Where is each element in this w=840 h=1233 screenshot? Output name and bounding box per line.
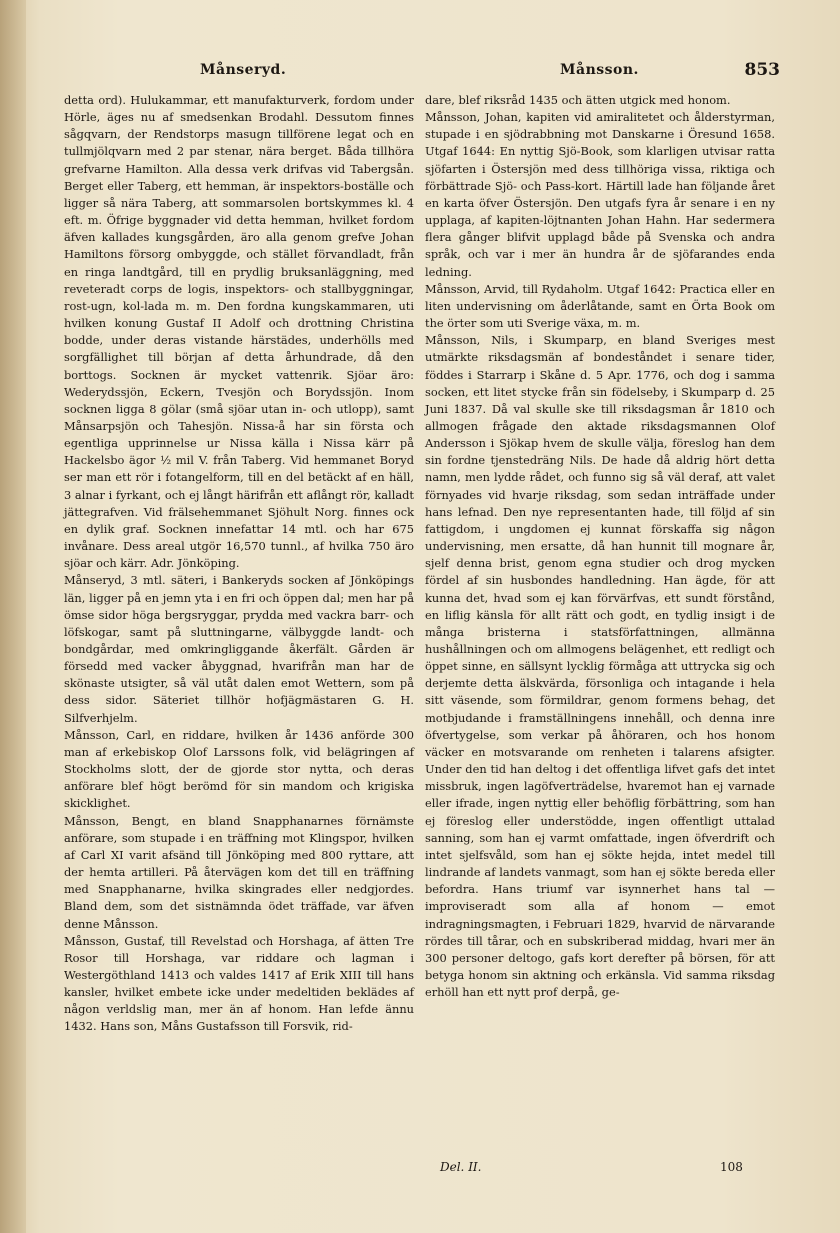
entry-manseryd: Månseryd, 3 mtl. säteri, i Bankeryds socken af Jönköpings län, ligger på en jemn yta i en fri och öppen dal; men har på ömse sidor höga bergsryggar, prydda med vackra barr- och löfskogar, samt på sluttningarne, välbyggde landt- och bondgårdar, med omkringliggande åkerfält. Gården är försedd med vacker åbyggnad, hvarifrån man har de skönaste utsigter, så väl utåt dalen emot Wettern, som på dess sidor. Säteriet tillhör hofjägmästaren G. H. Silfverhjelm. <box>64 573 414 725</box>
entry-mansson-gustaf: Månsson, Gustaf, till Revelstad och Horshaga, af ätten Tre Rosor till Horshaga, var riddare och lagman i Westergöthland 1413 och valdes 1417 af Erik XIII till hans kansler, hvilket embete icke under medeltiden beklädes af någon verldslig man, mer än af honom. Han lefde ännu 1432. Hans son, Måns Gustafsson till Forsvik, rid- <box>64 933 414 1034</box>
entry-mansson-bengt: Månsson, Bengt, en bland Snapphanarnes förnämste anförare, som stupade i en träffning mot Klingspor, hvilken af Carl XI varit afsänd till Jönköping med 800 ryttare, att der hemta artilleri. På återvägen kom det till en träffning med Snapphanarne, hvilka skingrades eller nedgjordes. Bland dem, som det sistnämnda ödet träffade, var äfven denne Månsson. <box>64 813 414 931</box>
right-column <box>425 92 775 1001</box>
running-header <box>90 60 780 86</box>
header-right-word: Månsson. <box>560 62 639 78</box>
page-footer <box>425 1160 775 1180</box>
entry-mansson-arvid: Månsson, Arvid, till Rydaholm. Utgaf 1642: Practica eller en liten undervisning om åderlåtande, samt en Örta Book om the örter som uti Sverige växa, m. m. <box>425 281 775 331</box>
volume-label: Del. II. <box>440 1160 482 1174</box>
right-paragraph-continuation: dare, blef riksråd 1435 och ätten utgick med honom. <box>425 93 731 107</box>
page-number: 853 <box>744 60 780 80</box>
header-left-word: Månseryd. <box>200 62 287 78</box>
entry-mansson-nils: Månsson, Nils, i Skumparp, en bland Sveriges mest utmärkte riksdagsmän af bondeståndet i senare tider, föddes i Starrarp i Skåne d. 5 Apr. 1776, och dog i samma socken, ett litet stycke från sin födelseby, i Skumparp d. 25 Juni 1837. Då val skulle ske till riksdagsman år 1810 och allmogen frågade den aktade riksdagsmannen Olof Andersson i Sjökap hvem de skulle välja, föreslog han dem sin fordne tjenstedräng Nils. De hade då aldrig hört detta namn, men lydde rådet, och funno sig så väl deraf, att valet förnyades vid hvarje riksdag, som sedan inträffade under hans lefnad. Den nye representanten hade, till följd af sin fattigdom, i ungdomen ej kunnat förskaffa sig någon undervisning, men ersatte, då han hunnit till mognare år, sjelf denna brist, genom egna studier och drog mycken fördel af sin husbondes handledning. Han ägde, för att kunna det, hvad som ej kan förvärfvas, ett sundt förstånd, en liflig känsla för allt rätt och godt, en tydlig insigt i de många bristerna i statsförfattningen, allmänna hushållningen och om allmogens belägenhet, ett redligt och öppet sinne, en sällsynt lycklig förmåga att uttrycka sig och derjemte detta älskvärda, försonliga och intagande i hela sitt väsende, som förmildrar, genom formens behag, det motbjudande i framställningens innehåll, och denna inre öfvertygelse, som verkar på åhöraren, och hos honom väcker en motsvarande om renheten i talarens afsigter. Under den tid han deltog i det offentliga lifvet gafs det intet missbruk, ingen lagöfverträdelse, hvaremot han ej varnade eller ifrade, ingen nyttig eller behöflig förbättring, som han ej föreslog eller understödde, ingen offentligt uttalad sanning, som han ej varmt omfattade, ingen öfverdrift och intet sjelfsvåld, som han ej sökte hejda, intet medel till lindrande af landets vanmagt, som han ej sökte bereda eller befordra. Hans triumf var isynnerhet hans tal — improviseradt som alla af honom — emot indragningsmagten, i Februari 1829, hvarvid de närvarande rördes till tårar, och en subskriberad middag, hvari mer än 300 personer deltogo, gafs kort derefter på börsen, för att betyga honom sin aktning och erkänsla. Vid samma riksdag erhöll han ett nytt prof derpå, ge- <box>425 333 775 1000</box>
entry-mansson-johan: Månsson, Johan, kapiten vid amiralitetet och ålderstyrman, stupade i en sjödrabbning mot Danskarne i Öresund 1658. Utgaf 1644: En nyttig Sjö-Book, som klarligen utvisar ratta sjöfarten i Östersjön med dess tillhöriga vissa, riktiga och förbättrade Sjö- och Pass-kort. Härtill lade han följande året en karta öfver Östersjön. Den utgafs fyra år senare i en ny upplaga, af kapiten-löjtnanten Johan Hahn. Har sedermera flera gånger blifvit upplagd både på Svenska och andra språk, och var i mer än hundra år de sjöfarandes enda ledning. <box>425 110 775 279</box>
signature-mark: 108 <box>720 1160 743 1174</box>
book-gutter <box>0 0 26 1233</box>
left-paragraph-continuation: detta ord). Hulukammar, ett manufakturverk, fordom under Hörle, äges nu af smedsenkan Brodahl. Dessutom finnes sågqvarn, der Rendstorps masugn tillförene legat och en tullmjölqvarn med 2 par stenar, nära berget. Båda tillhöra grefvarne Hamilton. Alla dessa verk drifvas vid Tabergsån. Berget eller Taberg, ett hemman, är inspektors-boställe och ligger så nära Taberg, att sommarsolen bortskymmes kl. 4 eft. m. Öfrige byggnader vid detta hemman, hvilket fordom äfven kallades kungsgården, äro alla genom grefve Johan Hamiltons försorg ombyggde, och stället förvandladt, från en ringa landtgård, till en prydlig bruksanläggning, med reveteradt corps de logis, inspektors- och stallbyggningar, rost-ugn, kol-lada m. m. Den fordna kungskammaren, uti hvilken konung Gustaf II Adolf och drottning Christina bodde, under deras vistande härstädes, underhölls med sorgfällighet till början af detta århundrade, då den borttogs. Socknen är mycket vattenrik. Sjöar äro: Wederydssjön, Eckern, Tvesjön och Borydssjön. Inom socknen ligga 8 gölar (små sjöar utan in- och utlopp), samt Månsarpsjön och Tahesjön. Nissa-å har sin första och egentliga upprinnelse ur Nissa källa i Nissa kärr på Hackelsbo ägor ½ mil V. från Taberg. Vid hemmanet Boryd ser man ett rör i fotangelform, till en del betäckt af en häll, 3 alnar i fyrkant, och ej långt härifrån ett aflångt rör, kalladt jättegrafven. Vid frälsehemmanet Sjöhult Norg. finnes ock en dylik graf. Socknen innefattar 14 mtl. och har 675 invånare. Dess areal utgör 16,570 tunnl., af hvilka 750 äro sjöar och kärr. Adr. Jönköping. <box>64 93 414 571</box>
left-column <box>64 92 414 1036</box>
entry-mansson-carl: Månsson, Carl, en riddare, hvilken år 1436 anförde 300 man af erkebiskop Olof Larssons folk, vid belägringen af Stockholms slott, der de gjorde stor nytta, och deras anförare blef högt berömd för sin mandom och krigiska skicklighet. <box>64 727 414 811</box>
